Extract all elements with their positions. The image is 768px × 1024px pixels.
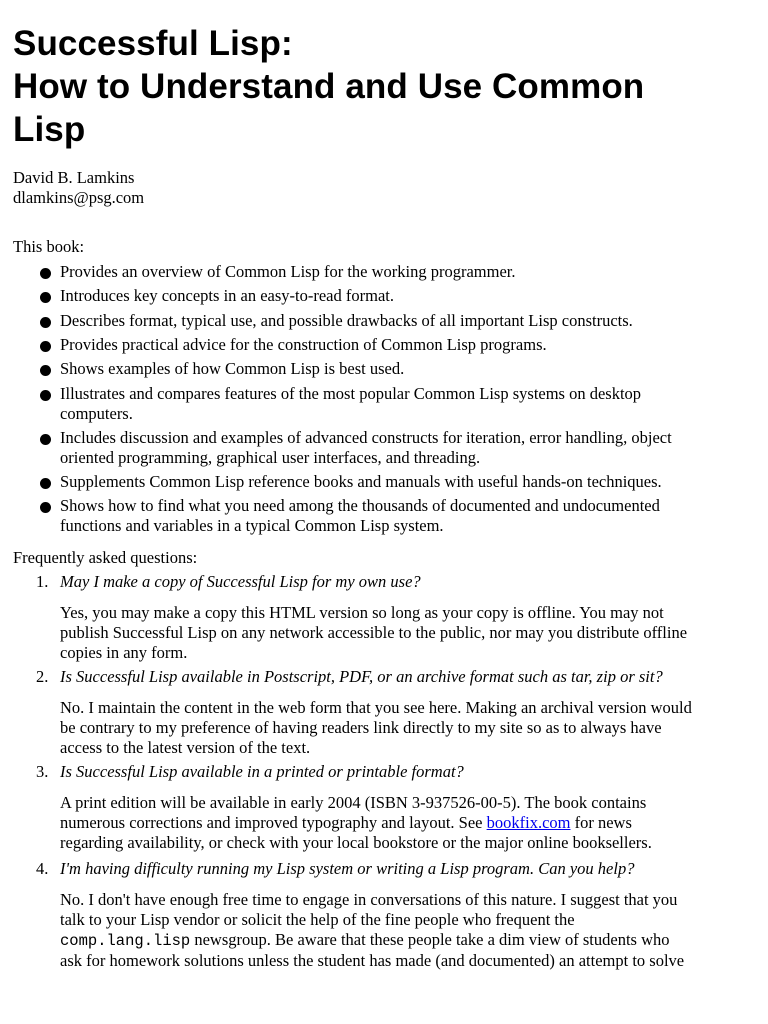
bullet-icon xyxy=(40,292,51,303)
author-name: David B. Lamkins xyxy=(13,168,135,187)
list-item-text: Shows examples of how Common Lisp is best used. xyxy=(60,359,405,378)
list-item-text: Provides practical advice for the construction of Common Lisp programs. xyxy=(60,335,547,354)
answer-line: regarding availability, or check with your local bookstore or the major online booksellers. xyxy=(60,833,652,852)
faq-question: Is Successful Lisp available in Postscript, PDF, or an archive format such as tar, zip or sit? xyxy=(60,667,663,686)
answer-line xyxy=(60,813,760,833)
bullet-icon xyxy=(40,341,51,352)
list-item-text: Describes format, typical use, and possible drawbacks of all important Lisp constructs. xyxy=(60,311,633,330)
faq-number: 4. xyxy=(36,859,49,878)
bullet-icon xyxy=(40,478,51,489)
answer-text: newsgroup. Be aware that these people take a dim view of students who xyxy=(190,930,670,949)
answer-line: be contrary to my preference of having readers link directly to my site so as to always have xyxy=(60,718,662,737)
title-line: How to Understand and Use Common xyxy=(13,67,645,106)
document-title xyxy=(13,22,758,151)
list-item-text: Illustrates and compares features of the most popular Common Lisp systems on desktop xyxy=(60,384,642,403)
faq-answer xyxy=(60,603,760,663)
answer-line xyxy=(60,930,760,951)
list-item-text: Introduces key concepts in an easy-to-read format. xyxy=(60,286,394,305)
faq-question: May I make a copy of Successful Lisp for my own use? xyxy=(60,572,421,591)
bookfix-link[interactable]: bookfix.com xyxy=(486,813,571,832)
answer-line: copies in any form. xyxy=(60,643,188,662)
bullet-icon xyxy=(40,268,51,279)
author-email: dlamkins@psg.com xyxy=(13,188,145,207)
bullet-icon xyxy=(40,317,51,328)
answer-line: ask for homework solutions unless the student has made (and documented) an attempt to solve xyxy=(60,951,685,970)
newsgroup-code: comp.lang.lisp xyxy=(60,932,191,950)
list-item-text: Supplements Common Lisp reference books and manuals with useful hands-on techniques. xyxy=(60,472,662,491)
answer-line: No. I maintain the content in the web form that you see here. Making an archival version would xyxy=(60,698,692,717)
faq-answer xyxy=(60,698,760,758)
list-item-text: Shows how to find what you need among the thousands of documented and undocumented xyxy=(60,496,660,515)
bullet-icon xyxy=(40,502,51,513)
answer-line: Yes, you may make a copy this HTML version so long as your copy is offline. You may not xyxy=(60,603,664,622)
answer-line: A print edition will be available in early 2004 (ISBN 3-937526-00-5). The book contains xyxy=(60,793,647,812)
answer-text: numerous corrections and improved typography and layout. See xyxy=(60,813,487,832)
bullet-icon xyxy=(40,434,51,445)
answer-line: No. I don't have enough free time to engage in conversations of this nature. I suggest that you xyxy=(60,890,678,909)
faq-answer xyxy=(60,890,760,971)
title-line: Lisp xyxy=(13,110,86,149)
list-item-text: oriented programming, graphical user interfaces, and threading. xyxy=(60,448,481,467)
list-item-text: Includes discussion and examples of advanced constructs for iteration, error handling, object xyxy=(60,428,672,447)
answer-line: talk to your Lisp vendor or solicit the help of the fine people who frequent the xyxy=(60,910,575,929)
faq-number: 3. xyxy=(36,762,49,781)
faq-number: 2. xyxy=(36,667,49,686)
bullet-icon xyxy=(40,365,51,376)
faq-number: 1. xyxy=(36,572,49,591)
answer-line: access to the latest version of the text. xyxy=(60,738,311,757)
list-item-text: computers. xyxy=(60,404,133,423)
list-item-text: functions and variables in a typical Common Lisp system. xyxy=(60,516,444,535)
author-block xyxy=(13,168,144,208)
title-line: Successful Lisp: xyxy=(13,24,293,63)
faq-heading: Frequently asked questions: xyxy=(13,548,198,567)
bullet-icon xyxy=(40,390,51,401)
list-item-text: Provides an overview of Common Lisp for the working programmer. xyxy=(60,262,516,281)
faq-answer xyxy=(60,793,760,853)
answer-text: for news xyxy=(570,813,632,832)
faq-question: Is Successful Lisp available in a printed or printable format? xyxy=(60,762,464,781)
faq-question: I'm having difficulty running my Lisp system or writing a Lisp program. Can you help? xyxy=(60,859,635,878)
intro-text: This book: xyxy=(13,237,85,256)
answer-line: publish Successful Lisp on any network accessible to the public, nor may you distribute offline xyxy=(60,623,688,642)
